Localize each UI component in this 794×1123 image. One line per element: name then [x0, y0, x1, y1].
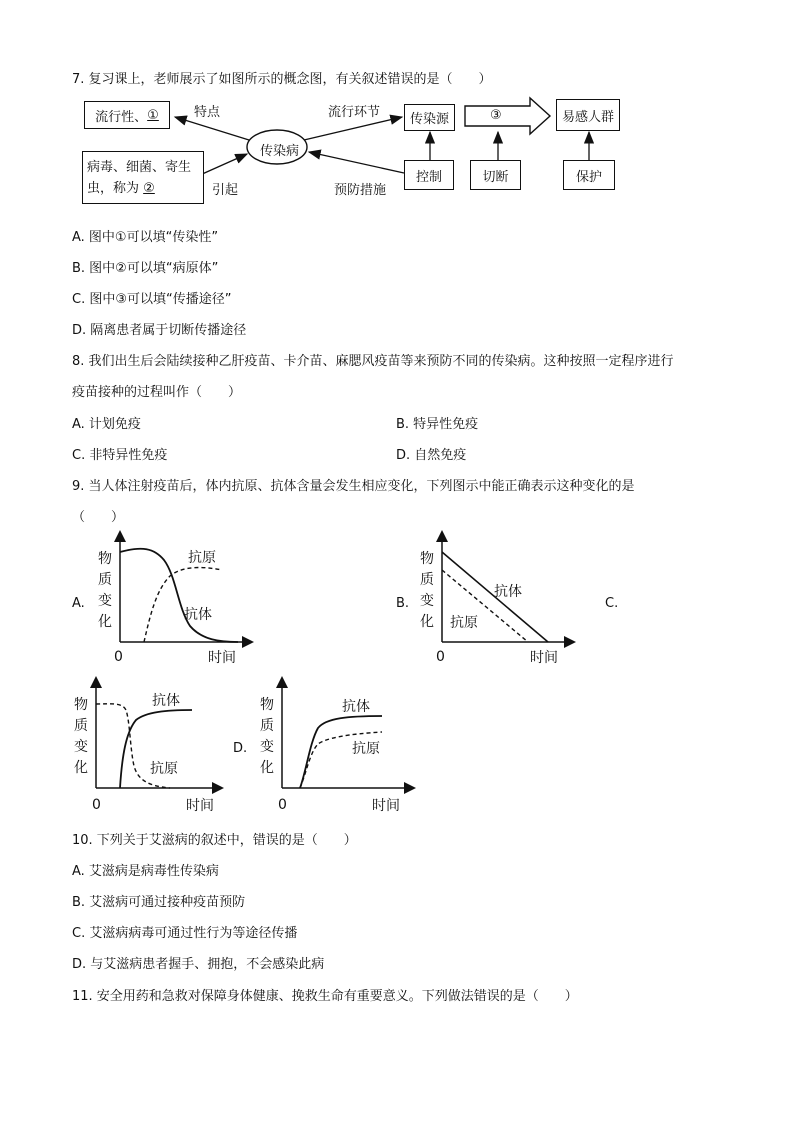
q9-d-ylabel [260, 695, 274, 779]
ylabel-char: 变 [420, 593, 434, 609]
box-cut: 切断 [470, 160, 521, 190]
arrow-cause [200, 154, 247, 175]
q10-stem: 10. 下列关于艾滋病的叙述中，错误的是（ ） [72, 833, 357, 848]
ylabel-char: 质 [98, 572, 112, 588]
ylabel-char: 变 [98, 593, 112, 609]
mark-3: ③ [490, 108, 502, 123]
q9-a-xlabel: 时间 [208, 650, 236, 666]
label-feature: 特点 [194, 105, 221, 120]
ylabel-char: 物 [98, 551, 112, 567]
q8-stem-line1: 8. 我们出生后会陆续接种乙肝疫苗、卡介苗、麻腮风疫苗等来预防不同的传染病。这种按照一定程序进行 [72, 354, 674, 369]
q9-a-origin: 0 [114, 649, 123, 665]
label-prevent: 预防措施 [334, 183, 387, 198]
ylabel-char: 化 [420, 614, 434, 630]
q9-d-xlabel: 时间 [372, 798, 400, 814]
label-cause: 引起 [212, 183, 239, 198]
q7-option-a: A. 图中①可以填“传染性” [72, 230, 219, 245]
box-susceptible: 易感人群 [556, 99, 620, 131]
ylabel-char: 物 [420, 551, 434, 567]
q9-c-origin: 0 [92, 797, 101, 813]
q10-option-d: D. 与艾滋病患者握手、拥抱，不会感染此病 [72, 957, 325, 972]
ylabel-char: 质 [74, 718, 88, 734]
q9-b-origin: 0 [436, 649, 445, 665]
q8-option-d: D. 自然免疫 [396, 448, 467, 463]
q9-letter-d: D. [233, 741, 248, 756]
arrow-source [304, 117, 402, 140]
ylabel-char: 物 [74, 697, 88, 713]
mark-1: ① [147, 107, 159, 123]
q9-c-xlabel: 时间 [186, 798, 214, 814]
q9-c-label-antibody: 抗体 [152, 693, 180, 709]
q7-option-d: D. 隔离患者属于切断传播途径 [72, 323, 247, 338]
center-label: 传染病 [260, 144, 300, 159]
q9-a-label-antigen: 抗原 [188, 550, 216, 566]
q9-b-label-antigen: 抗原 [450, 615, 478, 631]
q7-stem: 7. 复习课上，老师展示了如图所示的概念图，有关叙述错误的是（ ） [72, 72, 492, 87]
box-protect: 保护 [563, 160, 615, 190]
q10-option-c: C. 艾滋病病毒可通过性行为等途径传播 [72, 926, 298, 941]
q9-letter-b: B. [396, 596, 410, 611]
q7-option-b: B. 图中②可以填“病原体” [72, 261, 219, 276]
box-control: 控制 [404, 160, 454, 190]
q10-option-b: B. 艾滋病可通过接种疫苗预防 [72, 895, 246, 910]
box-cause [82, 151, 204, 204]
q9-c-label-antigen: 抗原 [150, 761, 178, 777]
ylabel-char: 变 [260, 739, 274, 755]
q9-c-ylabel [74, 695, 88, 779]
box-cause-line1: 病毒、细菌、寄生 [87, 159, 192, 175]
q8-option-b: B. 特异性免疫 [396, 417, 479, 432]
ylabel-char: 化 [74, 760, 88, 776]
q9-d-origin: 0 [278, 797, 287, 813]
q9-stem-line2: （ ） [72, 510, 125, 525]
box-cause-line2: 虫，称为 [87, 180, 140, 196]
big-arrow-route [465, 98, 550, 134]
box-source: 传染源 [404, 104, 455, 131]
ylabel-char: 化 [260, 760, 274, 776]
curve-antibody-solid [120, 549, 238, 642]
label-link: 流行环节 [328, 105, 381, 120]
ylabel-char: 化 [98, 614, 112, 630]
mark-2: ② [143, 180, 155, 196]
ylabel-char: 质 [260, 718, 274, 734]
ylabel-char: 物 [260, 697, 274, 713]
q7-option-c: C. 图中③可以填“传播途径” [72, 292, 232, 307]
q8-option-a: A. 计划免疫 [72, 417, 141, 432]
q8-stem-line2: 疫苗接种的过程叫作（ ） [72, 385, 242, 400]
arrow-prevent [309, 152, 404, 173]
q7-concept-diagram [0, 0, 794, 220]
q9-letter-a: A. [72, 596, 85, 611]
arrow-feature [175, 117, 249, 140]
ylabel-char: 质 [420, 572, 434, 588]
q9-d-label-antigen: 抗原 [352, 741, 380, 757]
q9-b-xlabel: 时间 [530, 650, 558, 666]
q9-stem-line1: 9. 当人体注射疫苗后，体内抗原、抗体含量会发生相应变化，下列图示中能正确表示这种变化的是 [72, 479, 635, 494]
box-feature [84, 101, 170, 129]
box-feature-text: 流行性、 [95, 109, 148, 125]
q11-stem: 11. 安全用药和急救对保障身体健康、挽救生命有重要意义。下列做法错误的是（ ） [72, 989, 578, 1004]
q8-option-c: C. 非特异性免疫 [72, 448, 168, 463]
q10-option-a: A. 艾滋病是病毒性传染病 [72, 864, 219, 879]
q9-a-ylabel [98, 549, 112, 633]
q9-b-ylabel [420, 549, 434, 633]
q9-a-label-antibody: 抗体 [184, 607, 212, 623]
q9-b-label-antibody: 抗体 [494, 584, 522, 600]
q9-d-label-antibody: 抗体 [342, 699, 370, 715]
q9-letter-c: C. [605, 596, 619, 611]
ylabel-char: 变 [74, 739, 88, 755]
